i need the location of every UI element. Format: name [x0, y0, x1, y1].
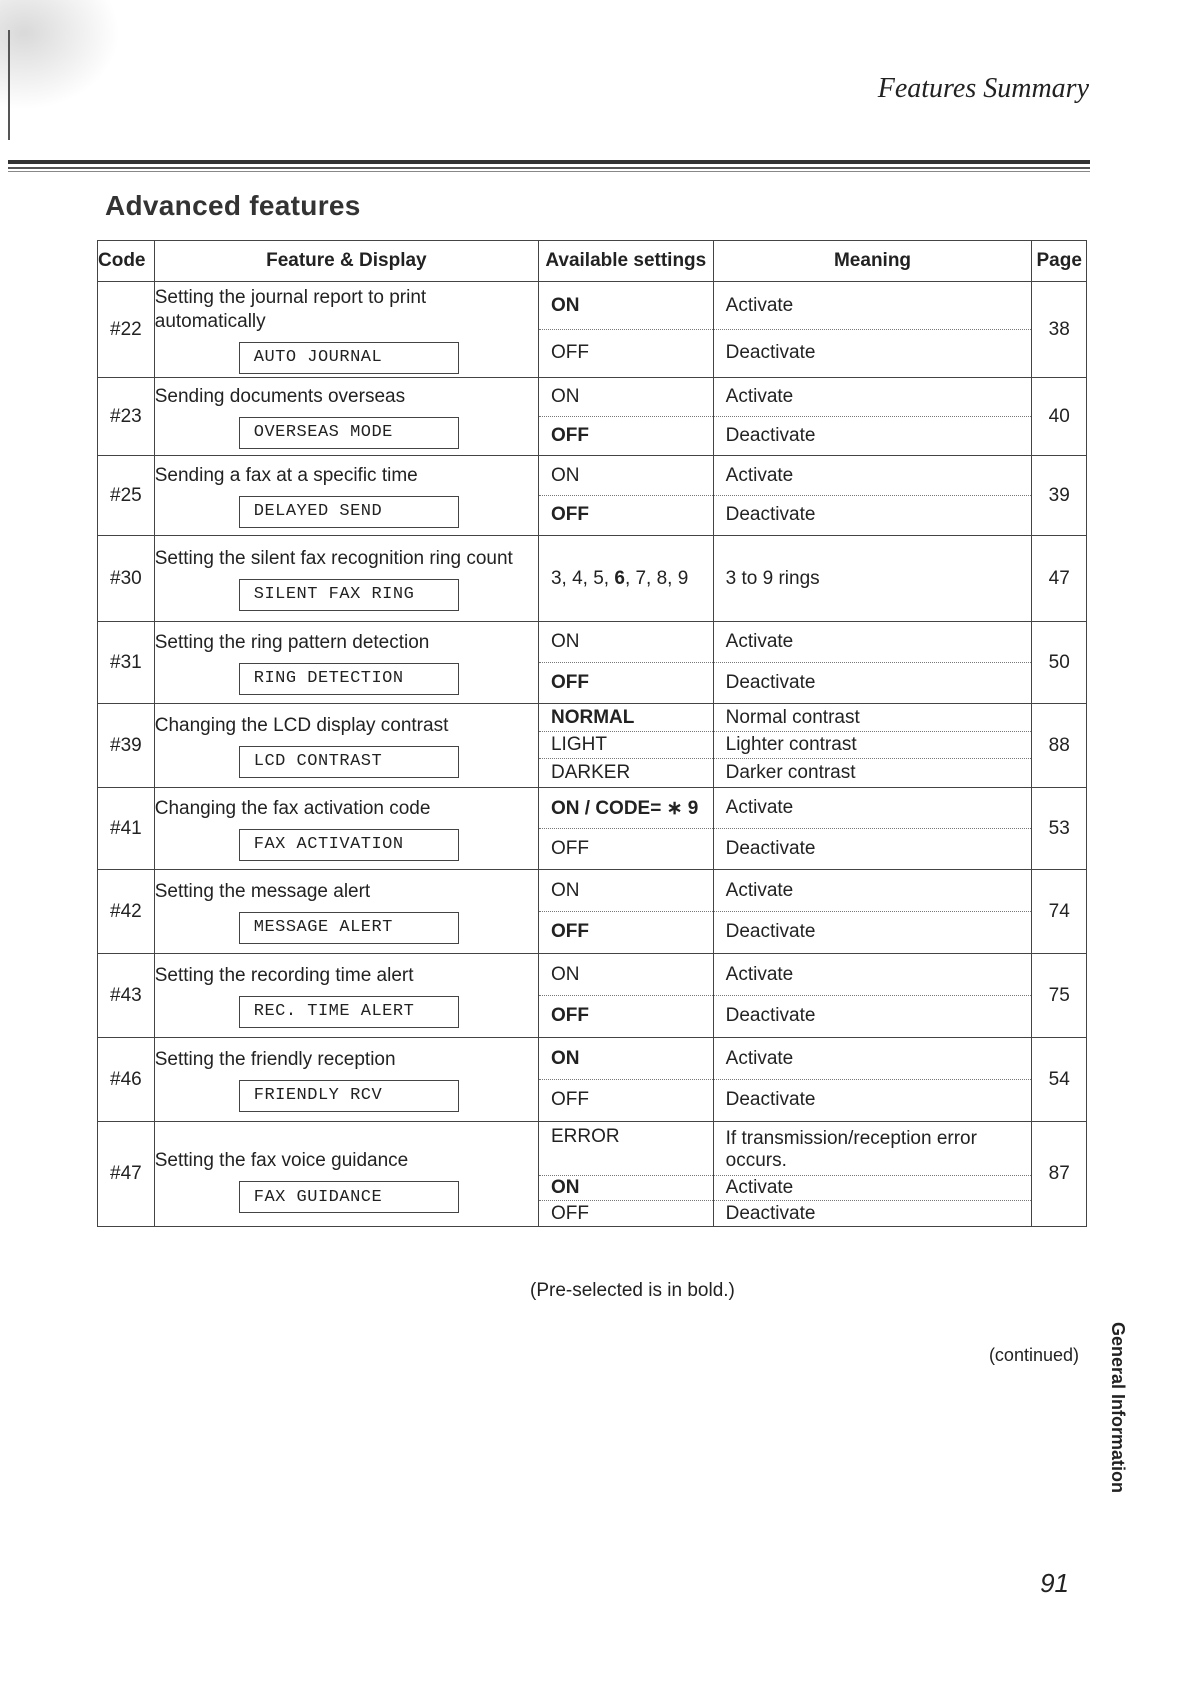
setting-option: OFF: [550, 504, 589, 525]
features-table: [97, 240, 1087, 1227]
lcd-display: RING DETECTION: [239, 663, 459, 695]
table-row: [98, 456, 1087, 536]
page-reference: 40: [1032, 378, 1087, 456]
feature-description: Setting the friendly reception: [154, 1048, 396, 1070]
setting-option: OFF: [550, 1005, 589, 1026]
setting-meaning: Activate: [714, 457, 1032, 496]
feature-code: #22: [98, 282, 155, 378]
setting-meaning: Activate: [714, 871, 1032, 912]
setting-option: DARKER: [550, 761, 631, 783]
feature-description: Sending a fax at a specific time: [154, 464, 418, 486]
lcd-display: FRIENDLY RCV: [239, 1080, 459, 1112]
setting-meaning: Lighter contrast: [714, 732, 1032, 759]
setting-meaning: Activate: [714, 1039, 1032, 1080]
column-header-meaning: Meaning: [713, 241, 1032, 282]
setting-meaning: Activate: [714, 789, 1032, 829]
setting-meaning: Deactivate: [725, 424, 816, 446]
setting-option: ON: [539, 623, 713, 663]
setting-meaning: Deactivate: [725, 1089, 816, 1110]
feature-description: Changing the fax activation code: [154, 797, 431, 819]
setting-option: OFF: [550, 671, 589, 693]
column-header-feature: Feature & Display: [154, 241, 538, 282]
table-row: [98, 622, 1087, 704]
feature-description: Setting the recording time alert: [154, 964, 414, 986]
table-header-row: [98, 241, 1087, 282]
feature-code: #47: [98, 1122, 155, 1227]
side-tab-label: General Information: [1108, 1322, 1128, 1494]
feature-code: #43: [98, 954, 155, 1038]
page-reference: 47: [1032, 536, 1087, 622]
page-reference: 88: [1032, 704, 1087, 788]
setting-option: OFF: [550, 1202, 589, 1224]
setting-meaning: Deactivate: [725, 837, 816, 859]
setting-option: 3, 4, 5, 6, 7, 8, 9: [538, 536, 713, 622]
table-row: [98, 536, 1087, 622]
setting-meaning: 3 to 9 rings: [713, 536, 1032, 622]
table-row: [98, 870, 1087, 954]
feature-description: Setting the journal report to print automatically: [154, 286, 427, 332]
column-header-page: Page: [1032, 241, 1087, 282]
setting-meaning: If transmission/reception error occurs.: [714, 1122, 1032, 1176]
setting-meaning: Darker contrast: [725, 761, 856, 783]
page-reference: 75: [1032, 954, 1087, 1038]
setting-option: OFF: [550, 342, 589, 363]
setting-option: ON: [539, 955, 713, 996]
feature-description: Setting the ring pattern detection: [154, 631, 430, 653]
page-reference: 50: [1032, 622, 1087, 704]
feature-code: #39: [98, 704, 155, 788]
feature-code: #42: [98, 870, 155, 954]
setting-option: LIGHT: [539, 732, 713, 759]
header-rule-secondary: [8, 167, 1090, 169]
feature-code: #23: [98, 378, 155, 456]
setting-option: ON: [539, 457, 713, 496]
feature-code: #46: [98, 1038, 155, 1122]
setting-option: ON / CODE= ∗ 9: [539, 789, 713, 829]
setting-option: ON: [539, 379, 713, 417]
setting-option: ON: [539, 283, 713, 330]
page-reference: 74: [1032, 870, 1087, 954]
setting-meaning: Normal contrast: [714, 705, 1032, 732]
table-row: [98, 704, 1087, 788]
table-row: [98, 954, 1087, 1038]
setting-option: NORMAL: [539, 705, 713, 732]
setting-meaning: Activate: [714, 623, 1032, 663]
lcd-display: MESSAGE ALERT: [239, 912, 459, 944]
setting-option: ON: [539, 1176, 713, 1201]
setting-option: OFF: [550, 1089, 589, 1110]
feature-description: Changing the LCD display contrast: [154, 714, 449, 736]
scan-shadow: [0, 0, 120, 110]
table-row: [98, 1038, 1087, 1122]
feature-code: #41: [98, 788, 155, 870]
setting-meaning: Deactivate: [725, 1202, 816, 1224]
scan-edge-line: [8, 30, 10, 140]
lcd-display: DELAYED SEND: [239, 496, 459, 528]
setting-option: OFF: [550, 837, 589, 859]
setting-option: OFF: [550, 424, 589, 446]
table-row: [98, 1122, 1087, 1227]
table-row: [98, 378, 1087, 456]
page-reference: 39: [1032, 456, 1087, 536]
page-reference: 38: [1032, 282, 1087, 378]
footnote: (Pre-selected is in bold.): [530, 1280, 735, 1301]
setting-meaning: Deactivate: [725, 504, 816, 525]
feature-description: Setting the silent fax recognition ring count: [154, 547, 513, 569]
section-title: Advanced features: [105, 190, 361, 221]
setting-meaning: Deactivate: [725, 921, 816, 942]
lcd-display: AUTO JOURNAL: [239, 342, 459, 374]
lcd-display: LCD CONTRAST: [239, 746, 459, 778]
lcd-display: FAX ACTIVATION: [239, 829, 459, 861]
lcd-display: FAX GUIDANCE: [239, 1181, 459, 1213]
feature-description: Sending documents overseas: [154, 385, 406, 407]
lcd-display: OVERSEAS MODE: [239, 417, 459, 449]
continued-note: (continued): [988, 1345, 1079, 1365]
setting-option: OFF: [550, 921, 589, 942]
feature-description: Setting the fax voice guidance: [154, 1150, 409, 1171]
setting-meaning: Activate: [714, 955, 1032, 996]
setting-meaning: Activate: [714, 379, 1032, 417]
setting-meaning: Deactivate: [725, 671, 816, 693]
page-number: 91: [1040, 1568, 1069, 1598]
column-header-code: Code: [98, 241, 155, 282]
table-row: [98, 788, 1087, 870]
header-rule: [8, 160, 1090, 164]
setting-meaning: Deactivate: [725, 1005, 816, 1026]
feature-code: #25: [98, 456, 155, 536]
setting-meaning: Activate: [714, 283, 1032, 330]
feature-code: #30: [98, 536, 155, 622]
page-reference: 87: [1032, 1122, 1087, 1227]
setting-meaning: Activate: [714, 1176, 1032, 1201]
setting-meaning: Deactivate: [725, 342, 816, 363]
page-reference: 54: [1032, 1038, 1087, 1122]
running-header: Features Summary: [877, 73, 1089, 104]
header-rule-tertiary: [8, 171, 1090, 172]
feature-code: #31: [98, 622, 155, 704]
setting-option: ERROR: [539, 1122, 713, 1176]
lcd-display: SILENT FAX RING: [239, 579, 459, 611]
table-row: [98, 282, 1087, 378]
lcd-display: REC. TIME ALERT: [239, 996, 459, 1028]
setting-option: ON: [539, 1039, 713, 1080]
column-header-settings: Available settings: [538, 241, 713, 282]
setting-option: ON: [539, 871, 713, 912]
feature-description: Setting the message alert: [154, 880, 371, 902]
page-reference: 53: [1032, 788, 1087, 870]
